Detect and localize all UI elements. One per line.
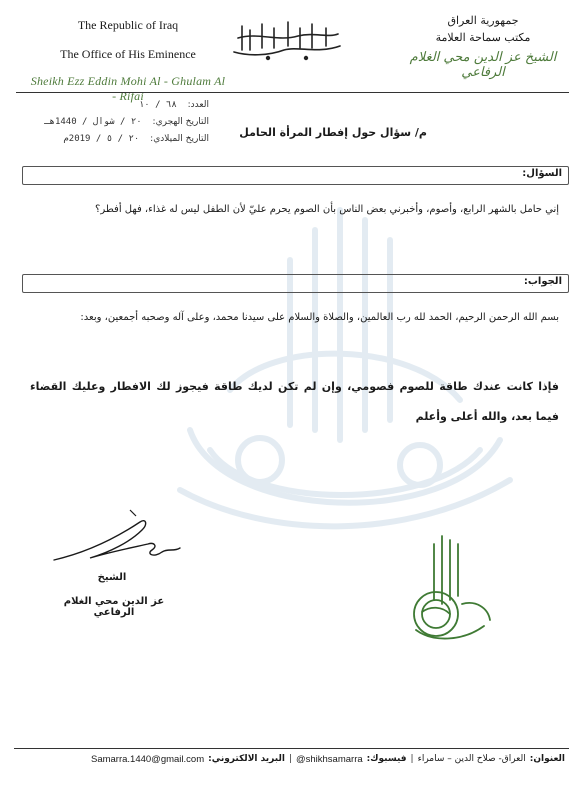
- gregorian-date-row: [19, 134, 209, 151]
- handwritten-signature: [50, 508, 190, 568]
- signature-name: عز الدين محي الغلام الرفاعي: [63, 596, 165, 618]
- footer-divider: [14, 748, 569, 749]
- header-arabic-block: [397, 14, 569, 80]
- reference-block: [19, 100, 209, 151]
- header-sheikh-name-en: Sheikh Ezz Eddin Mohi Al - Ghulam Al - Rifai: [30, 74, 226, 103]
- signature-title: الشيخ: [97, 572, 127, 583]
- header-office-en: The Office of His Eminence: [60, 47, 196, 61]
- email-link[interactable]: Samarra.1440@gmail.com: [90, 754, 205, 765]
- calligraphy-watermark: [150, 190, 530, 550]
- facebook-label: فيسبوك:: [366, 754, 407, 764]
- footer-contact: [22, 754, 565, 774]
- facebook-handle-link[interactable]: @shikhsamarra: [295, 754, 363, 765]
- gregorian-date-label: التاريخ الميلادي:: [150, 134, 209, 144]
- hijri-date-value: ٢٠ / شوال / 1440هـ: [44, 117, 142, 127]
- answer-heading: الجواب:: [523, 276, 562, 287]
- answer-heading-bar: [22, 274, 569, 293]
- reference-number-row: [19, 100, 209, 117]
- reference-number-label: العدد:: [187, 100, 209, 110]
- footer-separator: |: [288, 754, 292, 764]
- header-country-en: The Republic of Iraq: [77, 18, 179, 32]
- header-divider: [16, 92, 569, 93]
- basmala-calligraphy-icon: [228, 16, 346, 64]
- header-sheikh-name-ar: الشيخ عز الدين محي الغلام الرفاعي: [409, 50, 557, 80]
- gregorian-date-value: ٢٠ / ٥ / 2019م: [63, 134, 140, 144]
- address-value: العراق- صلاح الدين – سامراء: [417, 754, 526, 764]
- footer-separator: |: [410, 754, 414, 764]
- question-body: إني حامل بالشهر الرابع، وأصوم، وأخبرني بعض الناس بأن الصوم يحرم عليّ لأن الطفل ليس له غذاء، فهل أفطر؟: [95, 204, 559, 215]
- answer-opening-body: بسم الله الرحمن الرحيم، الحمد لله رب العالمين، والصلاة والسلام على سيدنا محمد، وعلى آله وصحبه أجمعين، وبعد:: [80, 312, 559, 323]
- official-seal-icon: [392, 534, 502, 644]
- letter-subject: م/ سؤال حول إفطار المرأة الحامل: [239, 126, 427, 139]
- hijri-date-label: التاريخ الهجري:: [152, 117, 209, 127]
- reference-number-value: ٦٨ / ١٠: [138, 100, 177, 110]
- email-label: البريد الالكتروني:: [208, 754, 285, 764]
- answer-ruling: [30, 372, 559, 432]
- answer-ruling-body: فإذا كانت عندك طاقة للصوم فصومي، وإن لم تكن لديك طاقة فيجوز لك الافطار وعليك القضاء فيما بعد، والله أعلى وأعلم: [30, 380, 559, 423]
- question-text: [30, 196, 559, 223]
- hijri-date-row: [19, 117, 209, 134]
- question-heading-bar: [22, 166, 569, 185]
- answer-opening: [30, 304, 559, 331]
- header-english-block: [28, 14, 228, 104]
- header-country-ar: جمهورية العراق: [447, 14, 519, 27]
- header-office-ar: مكتب سماحة العلامة: [435, 31, 531, 44]
- address-label: العنوان:: [529, 754, 565, 764]
- question-heading: السؤال:: [522, 168, 562, 179]
